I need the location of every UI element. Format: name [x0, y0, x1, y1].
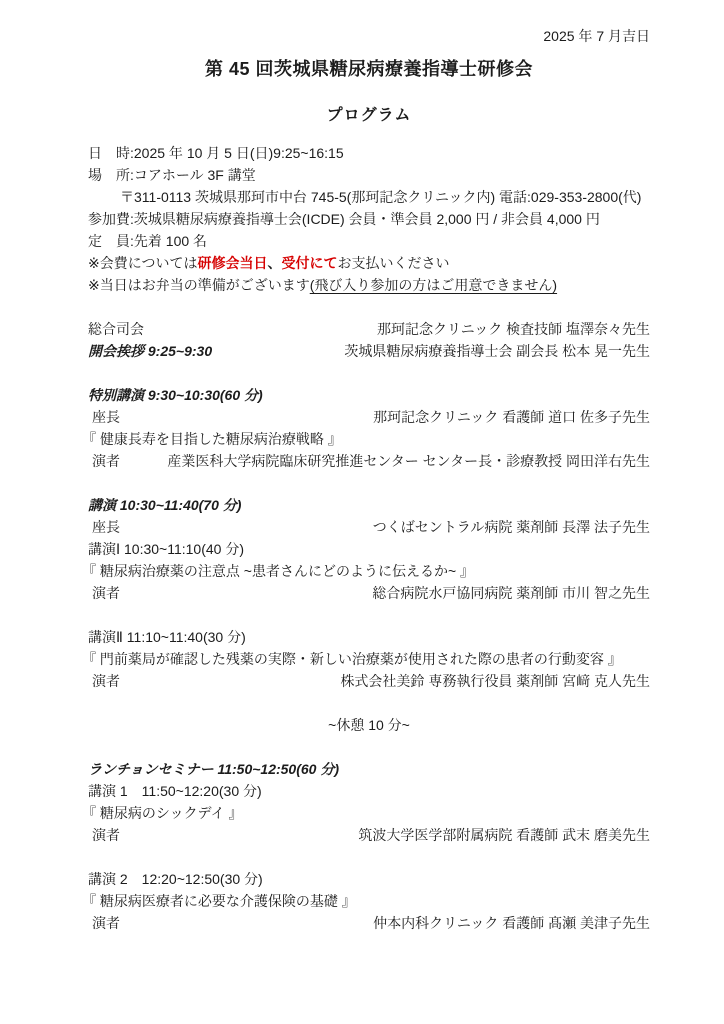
fee-note-comma: 、 — [267, 255, 282, 271]
luncheon-1-heading: 講演 1 11:50~12:20(30 分) — [88, 783, 262, 799]
luncheon-2-title: 『 糖尿病医療者に必要な介護保険の基礎 』 — [82, 893, 356, 909]
opening-row — [88, 340, 650, 362]
speaker-label: 演者 — [92, 915, 120, 931]
program-subtitle: プログラム — [326, 107, 412, 124]
fee-line: 参加費:茨城県糖尿病療養指導士会(ICDE) 会員・準会員 2,000 円 / 非会員 4,000 円 — [88, 211, 600, 227]
speaker-person: 株式会社美鈴 専務執行役員 薬剤師 宮﨑 克人先生 — [340, 673, 650, 689]
luncheon-2-speaker-row — [88, 912, 650, 934]
lecture-1-speaker-row — [88, 582, 650, 604]
lecture-1-title: 『 糖尿病治療薬の注意点 ~患者さんにどのように伝えるか~ 』 — [82, 563, 475, 579]
lecture-1-heading: 講演Ⅰ 10:30~11:10(40 分) — [88, 541, 245, 557]
chair-person: つくばセントラル病院 薬剤師 長澤 法子先生 — [372, 519, 650, 535]
speaker-person: 産業医科大学病院臨床研究推進センター センター長・診療教授 岡田洋右先生 — [167, 453, 650, 469]
speaker-label: 演者 — [92, 585, 120, 601]
mc-label: 総合司会 — [88, 321, 144, 337]
opening-label: 開会挨拶 9:25~9:30 — [88, 343, 213, 359]
opening-section — [88, 318, 650, 362]
lecture-session-section — [82, 494, 650, 604]
chair-label: 座長 — [92, 409, 120, 425]
luncheon-1-speaker-row — [88, 824, 650, 846]
document-date: 2025 年 7 月吉日 — [543, 28, 650, 44]
lecture-2-speaker-row — [88, 670, 650, 692]
special-lecture-section — [82, 384, 650, 472]
fee-note-suffix: お支払いください — [337, 255, 450, 271]
lecture-2-block — [82, 626, 650, 692]
special-lecture-heading: 特別講演 9:30~10:30(60 分) — [88, 387, 263, 403]
bento-note-underlined: (飛び入り参加の方はご用意できません) — [309, 277, 558, 293]
special-lecture-chair-row — [88, 406, 650, 428]
bento-note-prefix: ※当日はお弁当の準備がございます — [88, 277, 310, 293]
event-title: 第 45 回茨城県糖尿病療養指導士研修会 — [204, 59, 534, 79]
luncheon-2-block — [82, 868, 650, 934]
mc-person: 那珂記念クリニック 検査技師 塩澤奈々先生 — [377, 321, 650, 337]
fee-note-prefix: ※会費については — [88, 255, 198, 271]
lecture-2-heading: 講演Ⅱ 11:10~11:40(30 分) — [88, 629, 246, 645]
luncheon-heading: ランチョンセミナー 11:50~12:50(60 分) — [88, 761, 340, 777]
lecture-2-title: 『 門前薬局が確認した残薬の実際・新しい治療薬が使用された際の患者の行動変容 』 — [82, 651, 622, 667]
chair-label: 座長 — [92, 519, 120, 535]
lecture-session-heading: 講演 10:30~11:40(70 分) — [88, 497, 242, 513]
special-lecture-speaker-row — [88, 450, 650, 472]
mc-row — [88, 318, 650, 340]
capacity-line: 定 員:先着 100 名 — [88, 233, 208, 249]
speaker-person: 総合病院水戸協同病院 薬剤師 市川 智之先生 — [372, 585, 650, 601]
chair-person: 那珂記念クリニック 看護師 道口 佐多子先生 — [373, 409, 650, 425]
speaker-label: 演者 — [92, 453, 120, 469]
speaker-label: 演者 — [92, 827, 120, 843]
event-info-block — [88, 142, 650, 296]
address-line: 〒311-0113 茨城県那珂市中台 745-5(那珂記念クリニック内) 電話:029-353-2800(代) — [120, 189, 642, 205]
fee-note-red-reception: 受付にて — [281, 255, 338, 271]
opening-person: 茨城県糖尿病療養指導士会 副会長 松本 晃一先生 — [344, 343, 650, 359]
fee-note-red-day: 研修会当日 — [197, 255, 268, 271]
bento-note — [88, 274, 650, 296]
break-line: ~休憩 10 分~ — [328, 717, 410, 733]
special-lecture-title: 『 健康長寿を目指した糖尿病治療戦略 』 — [82, 431, 342, 447]
datetime-line: 日 時:2025 年 10 月 5 日(日)9:25~16:15 — [88, 145, 344, 161]
fee-payment-note — [88, 252, 650, 274]
speaker-person: 仲本内科クリニック 看護師 髙瀬 美津子先生 — [373, 915, 650, 931]
lecture-session-chair-row — [88, 516, 650, 538]
luncheon-1-title: 『 糖尿病のシックデイ 』 — [82, 805, 243, 821]
luncheon-section — [82, 758, 650, 846]
speaker-person: 筑波大学医学部附属病院 看護師 武末 磨美先生 — [358, 827, 650, 843]
speaker-label: 演者 — [92, 673, 120, 689]
venue-line: 場 所:コアホール 3F 講堂 — [88, 167, 256, 183]
luncheon-2-heading: 講演 2 12:20~12:50(30 分) — [88, 871, 263, 887]
